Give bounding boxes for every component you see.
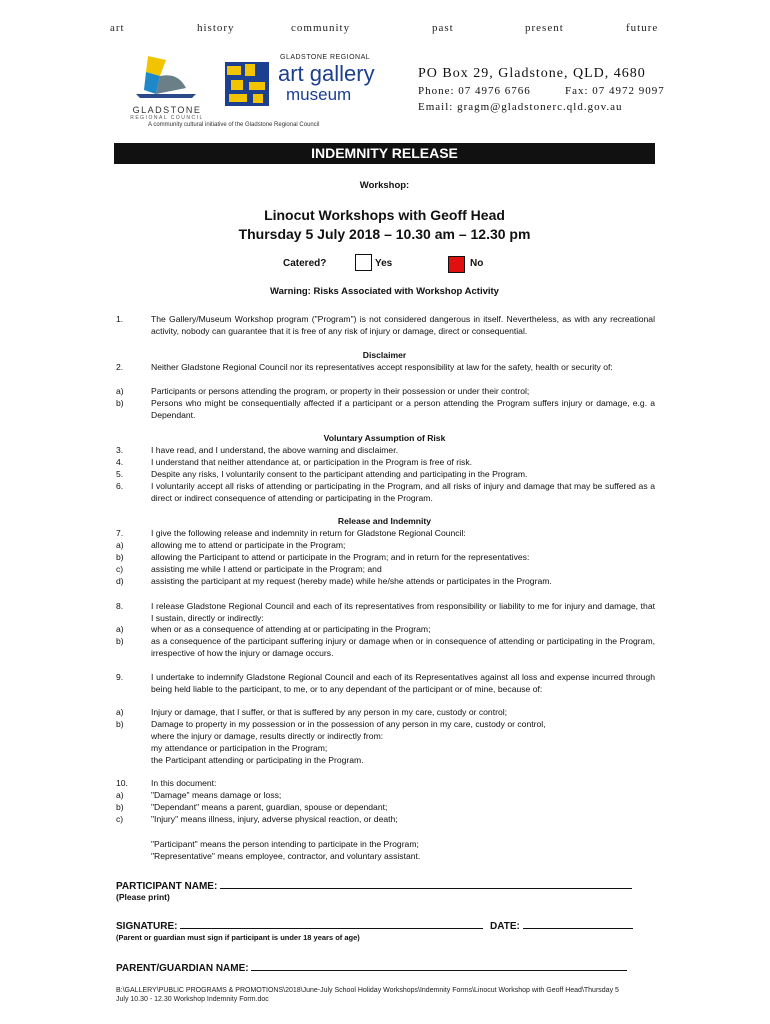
s7d-num: d) [116, 576, 124, 586]
catered-no-label: No [470, 258, 484, 269]
council-logo-icon [126, 54, 208, 100]
gallery-line2: museum [286, 85, 352, 104]
council-logo [126, 54, 208, 121]
s9-num: 9. [116, 672, 124, 682]
participant-name-line[interactable] [220, 878, 632, 889]
s3-text: I have read, and I understand, the above warning and disclaimer. [151, 445, 398, 455]
footer-file-path: B:\GALLERY\PUBLIC PROGRAMS & PROMOTIONS\2018\June-July School Holiday Workshops\Indemnity Forms\Linocut Workshop with Geoff Head\Thursday 5 July 10.30 - 12.30 Workshop Indemnity Form.doc [116, 987, 619, 1003]
please-print-note: (Please print) [116, 892, 170, 902]
s8b-num: b) [116, 636, 124, 646]
nav-present: present [525, 22, 564, 34]
s7b-text: allowing the Participant to attend or participate in the Program; and in return for the representatives: [151, 552, 530, 562]
s10d-text: "Participant" means the person intending to participate in the Program; [151, 839, 419, 849]
s10e-text: "Representative" means employee, contractor, and voluntary assistant. [151, 851, 421, 861]
s9b2-text: where the injury or damage, results directly or indirectly from: [151, 731, 384, 741]
guardian-note: (Parent or guardian must sign if participant is under 18 years of age) [116, 933, 360, 942]
gallery-logo-icon [225, 62, 269, 106]
s8-text: I release Gladstone Regional Council and each of its representatives from responsibility or liability to me for injury and damage, that I sustain, directly or indirectly: [151, 601, 655, 623]
contact-email: Email: gragm@gladstonerc.qld.gov.au [418, 101, 623, 113]
s8-num: 8. [116, 601, 124, 611]
workshop-label: Workshop: [359, 180, 410, 191]
voluntary-heading: Voluntary Assumption of Risk [323, 433, 446, 443]
gallery-line1: art gallery [278, 61, 375, 86]
s1-num: 1. [116, 314, 124, 324]
s2-text: Neither Gladstone Regional Council nor its representatives accept responsibility at law for the safety, health or security of: [151, 362, 613, 372]
s5-text: Despite any risks, I voluntarily consent to the participant attending and participating in the Program. [151, 469, 528, 479]
guardian-name-label: PARENT/GUARDIAN NAME: [116, 963, 249, 974]
s9b-text: Damage to property in my possession or in the possession of any person in my care, custody or control, [151, 719, 546, 729]
warning-heading: Warning: Risks Associated with Workshop Activity [270, 286, 499, 297]
nav-past: past [432, 22, 454, 34]
date-line[interactable] [523, 918, 633, 929]
release-heading: Release and Indemnity [337, 516, 432, 526]
s2-num: 2. [116, 362, 124, 372]
s8a-text: when or as a consequence of attending at or participating in the Program; [151, 624, 431, 634]
s9a-num: a) [116, 707, 124, 717]
s2b-text: Persons who might be consequentially affected if a participant or a person attending the Program suffers injury or damage, e.g. a Dependant. [151, 398, 655, 420]
contact-phone: Phone: 07 4976 6766 [418, 85, 531, 97]
s10-text: In this document: [151, 778, 217, 788]
workshop-date: Thursday 5 July 2018 – 10.30 am – 12.30 pm [238, 226, 531, 242]
s7a-num: a) [116, 540, 124, 550]
s10b-num: b) [116, 802, 124, 812]
council-sub: REGIONAL COUNCIL [130, 115, 204, 121]
workshop-title: Linocut Workshops with Geoff Head [264, 207, 505, 223]
s4-text: I understand that neither attendance at, or participation in the Program is free of risk. [151, 457, 473, 467]
contact-address: PO Box 29, Gladstone, QLD, 4680 [418, 66, 646, 81]
nav-history: history [197, 22, 235, 34]
s2a-num: a) [116, 386, 124, 396]
s9-text: I undertake to indemnify Gladstone Regional Council and each of its Representatives against all loss and expense incurred through being held liable to the participant, to me, or to any dependant of the participant or of mine, because of: [151, 672, 655, 694]
s7d-text: assisting the participant at my request (hereby made) while he/she attends or participates in the Program. [151, 576, 552, 586]
s7c-num: c) [116, 564, 124, 574]
gallery-logo-mark [225, 62, 269, 106]
s9b-num: b) [116, 719, 124, 729]
s10c-num: c) [116, 814, 124, 824]
s5-num: 5. [116, 469, 124, 479]
s9a-text: Injury or damage, that I suffer, or that is suffered by any person in my care, custody or control; [151, 707, 508, 717]
s6-num: 6. [116, 481, 124, 491]
participant-name-label: PARTICIPANT NAME: [116, 881, 218, 892]
s10a-num: a) [116, 790, 124, 800]
signature-line[interactable] [180, 918, 483, 929]
s7b-num: b) [116, 552, 124, 562]
catered-yes-checkbox[interactable] [355, 254, 372, 271]
s9b3-text: my attendance or participation in the Program; [151, 743, 328, 753]
s10b-text: "Dependant" means a parent, guardian, spouse or dependant; [151, 802, 388, 812]
initiative-text: A community cultural initiative of the Gladstone Regional Council [148, 122, 320, 128]
s8a-num: a) [116, 624, 124, 634]
s1-text: The Gallery/Museum Workshop program ("Program") is not considered dangerous in itself. Nevertheless, as with any recreational activity, nobody can guarantee that it is free of any risk of injury or damage, direct or consequential. [151, 314, 655, 336]
s7c-text: assisting me while I attend or participate in the Program; and [151, 564, 382, 574]
s10-num: 10. [116, 778, 128, 788]
s7a-text: allowing me to attend or participate in the Program; [151, 540, 346, 550]
s3-num: 3. [116, 445, 124, 455]
catered-label: Catered? [283, 258, 327, 269]
disclaimer-heading: Disclaimer [362, 350, 407, 360]
nav-community: community [291, 22, 351, 34]
date-label: DATE: [490, 921, 520, 932]
nav-art: art [110, 22, 125, 34]
gallery-top: GLADSTONE REGIONAL [280, 54, 371, 61]
form-title: INDEMNITY RELEASE [114, 143, 655, 164]
s10c-text: "Injury" means illness, injury, adverse physical reaction, or death; [151, 814, 398, 824]
nav-future: future [626, 22, 659, 34]
s6-text: I voluntarily accept all risks of attending or participating in the Program, and all risks of injury and damage that may be suffered as a direct or indirect consequence of attending or participating in the Program. [151, 481, 655, 503]
guardian-name-line[interactable] [251, 960, 627, 971]
s2a-text: Participants or persons attending the program, or property in their possession or under their control; [151, 386, 530, 396]
council-name: GLADSTONE [132, 105, 202, 115]
s10a-text: "Damage" means damage or loss; [151, 790, 282, 800]
s4-num: 4. [116, 457, 124, 467]
s7-text: I give the following release and indemnity in return for Gladstone Regional Council: [151, 528, 466, 538]
catered-yes-label: Yes [375, 258, 393, 269]
contact-fax: Fax: 07 4972 9097 [565, 85, 665, 97]
signature-label: SIGNATURE: [116, 921, 178, 932]
s7-num: 7. [116, 528, 124, 538]
catered-no-checkbox[interactable] [448, 256, 465, 273]
s2b-num: b) [116, 398, 124, 408]
s8b-text: as a consequence of the participant suffering injury or damage when or in consequence of attending or participating in the Program, irrespective of how the injury or damage occurs. [151, 636, 655, 658]
s9b4-text: the Participant attending or participating in the Program. [151, 755, 364, 765]
